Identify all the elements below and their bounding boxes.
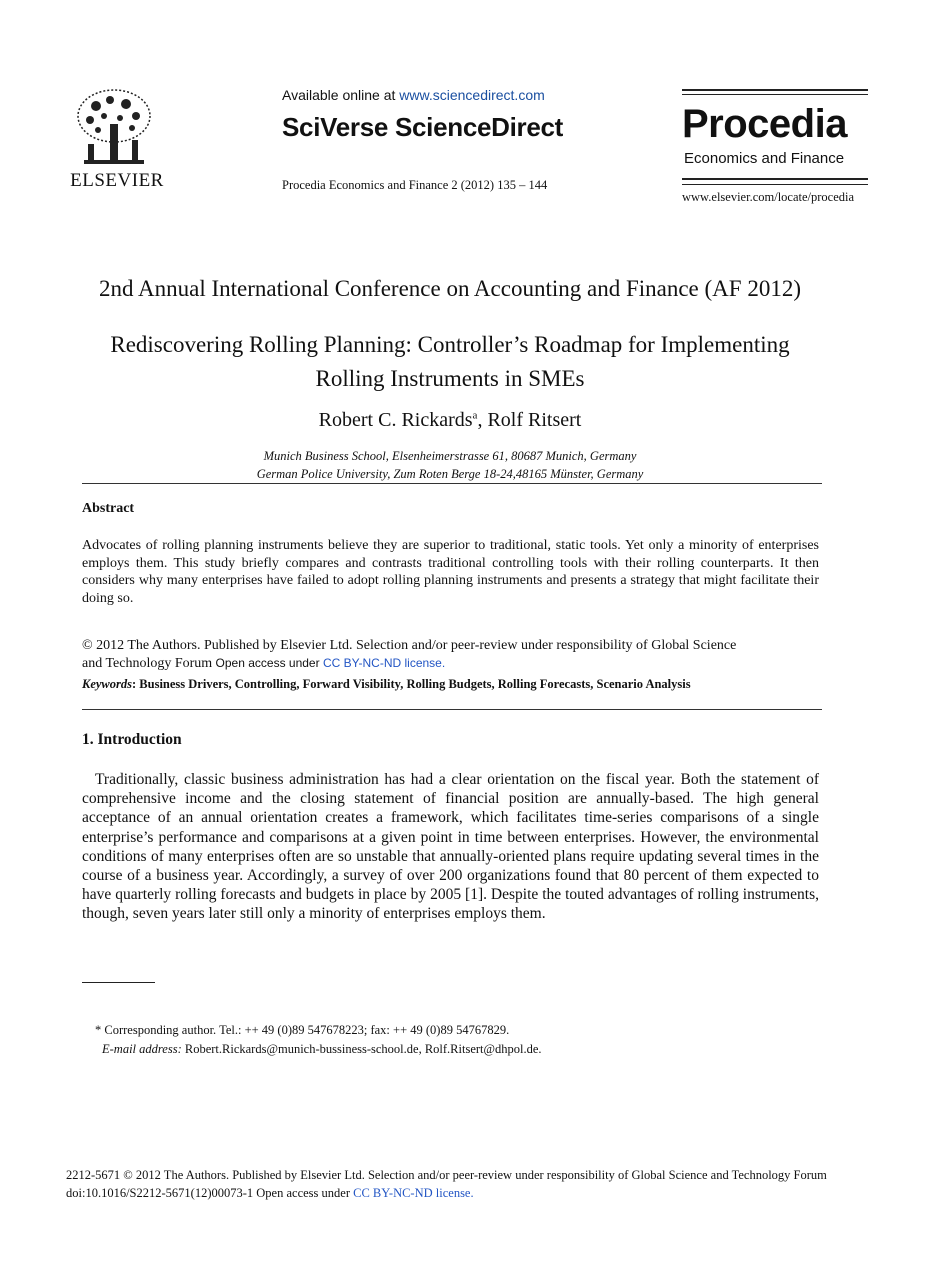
- copyright-line-2: and Technology Forum Open access under CC BY-NC-ND license.: [82, 655, 446, 671]
- procedia-top-rule-thin: [682, 94, 868, 95]
- elsevier-logo: [68, 88, 166, 191]
- abstract-text: Advocates of rolling planning instruments believe they are superior to traditional, static tools. Yet only a minority of enterprises employs them. This study briefly compares and contrasts traditional controlling tools with their rolling counterparts. It then considers why many enterprises have failed to adopt rolling planning instruments and presents a strategy that might facilitate their doing so.: [82, 538, 819, 606]
- copyright-notice: [82, 637, 802, 672]
- footer-line-1: 2212-5671 © 2012 The Authors. Published by Elsevier Ltd. Selection and/or peer-review under responsibility of Global Science and Technology Forum: [66, 1168, 827, 1182]
- procedia-subtitle: Economics and Finance: [684, 150, 845, 167]
- footer-license-link[interactable]: CC BY-NC-ND license.: [353, 1185, 474, 1200]
- procedia-bottom-rule-thin: [682, 184, 868, 185]
- procedia-top-rule: [682, 89, 868, 91]
- page-footer: [66, 1167, 886, 1202]
- author-2: , Rolf Ritsert: [477, 409, 582, 431]
- footnote-rule: [82, 982, 155, 983]
- procedia-logo: Procedia: [682, 102, 847, 146]
- abstract-bottom-rule: [82, 709, 822, 710]
- abstract-top-rule: [82, 483, 822, 484]
- paper-title: [0, 328, 900, 396]
- section-heading-introduction: 1. Introduction: [82, 731, 182, 748]
- conference-name: 2nd Annual International Conference on Accounting and Finance (AF 2012): [99, 276, 801, 301]
- author-1-affil-mark: a: [472, 409, 478, 422]
- keywords-label: Keywords: [82, 677, 132, 691]
- procedia-url[interactable]: www.elsevier.com/locate/procedia: [682, 190, 855, 204]
- doi: doi:10.1016/S2212-5671(12)00073-1: [66, 1185, 254, 1200]
- affiliation-2: German Police University, Zum Roten Berge 18-24,48165 Münster, Germany: [256, 467, 644, 481]
- keywords-list: : Business Drivers, Controlling, Forward Visibility, Rolling Budgets, Rolling Forecasts, Scenario Analysis: [132, 677, 691, 691]
- sciverse-logo: SciVerse ScienceDirect: [282, 112, 564, 142]
- author-1: Robert C. Rickards: [318, 409, 473, 431]
- corresponding-author-note: * Corresponding author. Tel.: ++ 49 (0)89 547678223; fax: ++ 49 (0)89 54767829.: [95, 1023, 510, 1037]
- email-addresses: Robert.Rickards@munich-bussiness-school.de, Rolf.Ritsert@dhpol.de.: [181, 1042, 542, 1056]
- introduction-paragraph: Traditionally, classic business administration has had a clear orientation on the fiscal year. Both the statement of comprehensive income and the closing statement of financial position are annually-based. The high general acceptance of an annual orientation creates a framework, which facilitates time-series comparisons of a single enterprise’s performance and comparisons at a given point in time between enterprises. However, the environmental conditions of many enterprises often are so unstable that annually-oriented plans require updating several times in the course of a business year. Accordingly, a survey of over 200 organizations found that 80 percent of them expected to have quarterly rolling forecasts and budgets in place by 2005 [1]. Despite the touted advantages of rolling instruments, though, seven years later still only a minority of enterprises employs them.: [82, 771, 819, 923]
- license-link[interactable]: CC BY-NC-ND license.: [322, 655, 446, 670]
- abstract-heading: Abstract: [82, 501, 135, 516]
- email-note: [102, 1042, 542, 1057]
- email-label: E-mail address:: [102, 1042, 182, 1056]
- available-online: Available online at www.sciencedirect.com: [282, 87, 545, 103]
- sciencedirect-link[interactable]: www.sciencedirect.com: [399, 87, 545, 103]
- journal-citation: Procedia Economics and Finance 2 (2012) 135 – 144: [282, 178, 548, 192]
- authors: [0, 409, 900, 432]
- copyright-line-1: © 2012 The Authors. Published by Elsevier Ltd. Selection and/or peer-review under responsibility of Global Science: [82, 638, 737, 653]
- procedia-bottom-rule: [682, 178, 868, 180]
- keywords: [82, 677, 691, 692]
- title-line-2: Rolling Instruments in SMEs: [315, 366, 585, 391]
- footer-line-2: doi:10.1016/S2212-5671(12)00073-1 Open access under CC BY-NC-ND license.: [66, 1185, 474, 1200]
- affiliation-1: Munich Business School, Elsenheimerstrasse 61, 80687 Munich, Germany: [263, 449, 637, 463]
- elsevier-wordmark: ELSEVIER: [70, 170, 164, 191]
- elsevier-tree-icon: [74, 88, 154, 170]
- title-line-1: Rediscovering Rolling Planning: Controller’s Roadmap for Implementing: [110, 332, 790, 357]
